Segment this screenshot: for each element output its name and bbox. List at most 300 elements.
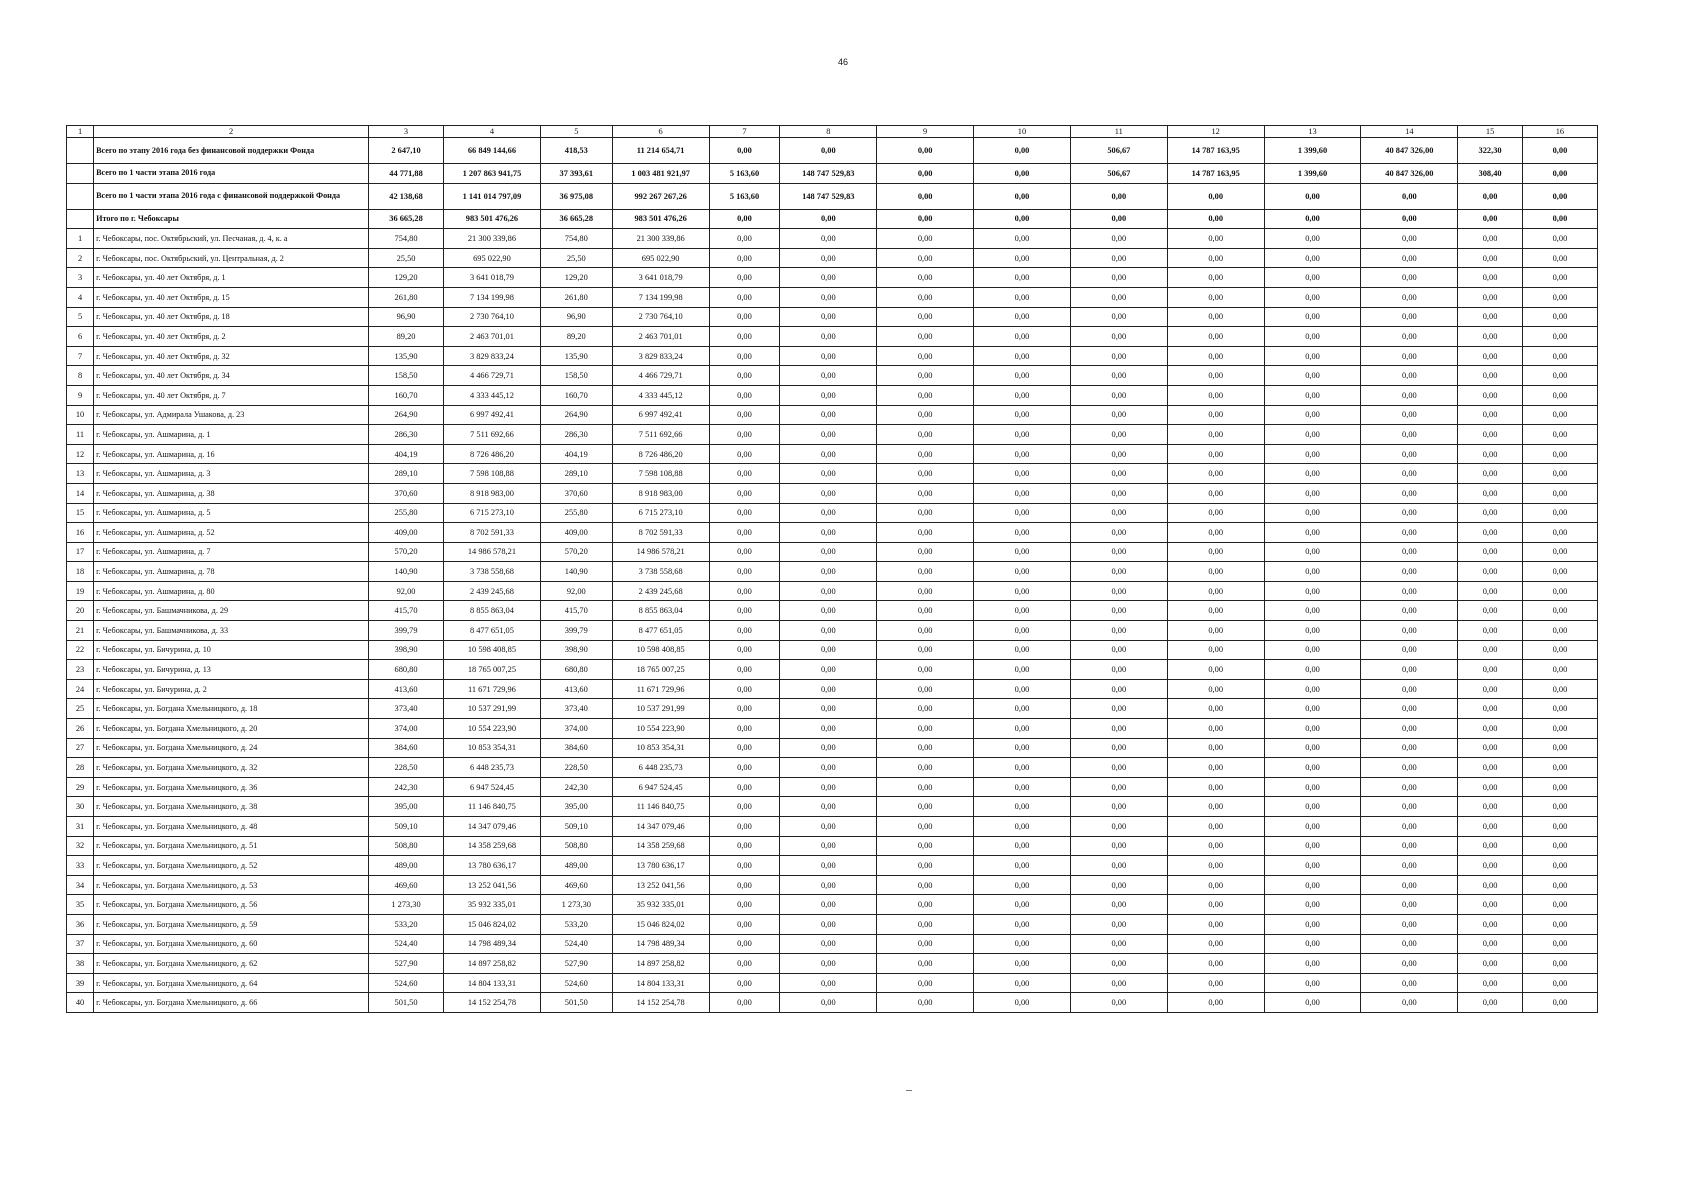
area-fund-cell: 158,50 [540,366,612,386]
value-col-13: 0,00 [1264,542,1361,562]
cost-cell: 10 853 354,31 [444,738,541,758]
total-value-col-9: 0,00 [877,138,974,164]
cost-fund-cell: 18 765 007,25 [612,660,709,680]
table-row [67,856,1598,876]
cost-fund-cell: 4 333 445,12 [612,385,709,405]
cost-fund-cell: 6 448 235,73 [612,758,709,778]
value-col-9: 0,00 [877,601,974,621]
column-number-12: 12 [1167,126,1264,138]
row-number: 14 [67,483,94,503]
value-col-12: 0,00 [1167,934,1264,954]
value-col-13: 0,00 [1264,660,1361,680]
total-value-col-15: 322,30 [1458,138,1523,164]
value-col-10: 0,00 [974,719,1071,739]
cost-cell: 7 134 199,98 [444,287,541,307]
value-col-16: 0,00 [1522,287,1597,307]
value-col-7: 0,00 [709,327,780,347]
value-col-11: 0,00 [1070,777,1167,797]
row-number: 17 [67,542,94,562]
value-col-15: 0,00 [1458,523,1523,543]
value-col-8: 0,00 [780,405,877,425]
total-value-col-5: 36 665,28 [540,209,612,229]
value-col-16: 0,00 [1522,954,1597,974]
value-col-7: 0,00 [709,934,780,954]
address-cell: г. Чебоксары, ул. Ашмарина, д. 1 [94,425,369,445]
row-number: 7 [67,346,94,366]
cost-cell: 13 780 636,17 [444,856,541,876]
value-col-13: 0,00 [1264,523,1361,543]
value-col-11: 0,00 [1070,836,1167,856]
value-col-11: 0,00 [1070,817,1167,837]
value-col-10: 0,00 [974,562,1071,582]
cost-fund-cell: 14 986 578,21 [612,542,709,562]
area-fund-cell: 140,90 [540,562,612,582]
value-col-7: 0,00 [709,973,780,993]
row-number: 26 [67,719,94,739]
area-fund-cell: 228,50 [540,758,612,778]
total-value-col-13: 1 399,60 [1264,164,1361,184]
value-col-16: 0,00 [1522,973,1597,993]
value-col-11: 0,00 [1070,425,1167,445]
value-col-14: 0,00 [1361,483,1458,503]
value-col-8: 0,00 [780,268,877,288]
cost-cell: 14 798 489,34 [444,934,541,954]
value-col-14: 0,00 [1361,562,1458,582]
table-row [67,914,1598,934]
column-number-7: 7 [709,126,780,138]
area-cell: 489,00 [369,856,444,876]
cost-cell: 4 333 445,12 [444,385,541,405]
value-col-13: 0,00 [1264,817,1361,837]
value-col-12: 0,00 [1167,581,1264,601]
cost-fund-cell: 695 022,90 [612,248,709,268]
value-col-12: 0,00 [1167,307,1264,327]
value-col-14: 0,00 [1361,758,1458,778]
value-col-15: 0,00 [1458,640,1523,660]
area-cell: 135,90 [369,346,444,366]
row-number: 2 [67,248,94,268]
row-number: 4 [67,287,94,307]
total-value-col-12: 0,00 [1167,209,1264,229]
area-cell: 255,80 [369,503,444,523]
row-number: 27 [67,738,94,758]
cost-cell: 6 997 492,41 [444,405,541,425]
value-col-13: 0,00 [1264,287,1361,307]
total-value-col-11: 506,67 [1070,138,1167,164]
row-number: 24 [67,679,94,699]
table-row [67,973,1598,993]
table-row [67,444,1598,464]
value-col-12: 0,00 [1167,366,1264,386]
cost-cell: 14 347 079,46 [444,817,541,837]
area-fund-cell: 570,20 [540,542,612,562]
value-col-10: 0,00 [974,366,1071,386]
area-cell: 524,40 [369,934,444,954]
value-col-10: 0,00 [974,346,1071,366]
value-col-7: 0,00 [709,719,780,739]
value-col-15: 0,00 [1458,738,1523,758]
value-col-12: 0,00 [1167,895,1264,915]
column-number-3: 3 [369,126,444,138]
total-value-col-5: 37 393,61 [540,164,612,184]
value-col-9: 0,00 [877,836,974,856]
value-col-9: 0,00 [877,621,974,641]
area-cell: 129,20 [369,268,444,288]
address-cell: г. Чебоксары, ул. Адмирала Ушакова, д. 23 [94,405,369,425]
cost-cell: 6 715 273,10 [444,503,541,523]
value-col-15: 0,00 [1458,954,1523,974]
value-col-14: 0,00 [1361,738,1458,758]
value-col-10: 0,00 [974,777,1071,797]
cost-cell: 14 986 578,21 [444,542,541,562]
value-col-8: 0,00 [780,562,877,582]
area-fund-cell: 242,30 [540,777,612,797]
value-col-11: 0,00 [1070,621,1167,641]
value-col-15: 0,00 [1458,758,1523,778]
cost-fund-cell: 10 554 223,90 [612,719,709,739]
area-cell: 680,80 [369,660,444,680]
value-col-11: 0,00 [1070,699,1167,719]
value-col-9: 0,00 [877,523,974,543]
address-cell: г. Чебоксары, ул. Ашмарина, д. 5 [94,503,369,523]
value-col-15: 0,00 [1458,660,1523,680]
value-col-16: 0,00 [1522,483,1597,503]
table-row [67,758,1598,778]
area-fund-cell: 413,60 [540,679,612,699]
value-col-7: 0,00 [709,229,780,249]
value-col-13: 0,00 [1264,719,1361,739]
cost-fund-cell: 10 598 408,85 [612,640,709,660]
cost-fund-cell: 2 463 701,01 [612,327,709,347]
value-col-16: 0,00 [1522,679,1597,699]
area-cell: 228,50 [369,758,444,778]
area-cell: 527,90 [369,954,444,974]
value-col-8: 0,00 [780,640,877,660]
value-col-8: 0,00 [780,738,877,758]
value-col-13: 0,00 [1264,621,1361,641]
value-col-16: 0,00 [1522,601,1597,621]
address-cell: г. Чебоксары, ул. Башмачникова, д. 33 [94,621,369,641]
cost-cell: 4 466 729,71 [444,366,541,386]
value-col-12: 0,00 [1167,542,1264,562]
value-col-11: 0,00 [1070,346,1167,366]
cost-cell: 15 046 824,02 [444,914,541,934]
value-col-10: 0,00 [974,405,1071,425]
value-col-16: 0,00 [1522,817,1597,837]
total-value-col-14: 40 847 326,00 [1361,138,1458,164]
value-col-16: 0,00 [1522,444,1597,464]
value-col-14: 0,00 [1361,640,1458,660]
value-col-10: 0,00 [974,875,1071,895]
value-col-12: 0,00 [1167,327,1264,347]
value-col-16: 0,00 [1522,777,1597,797]
row-number: 34 [67,875,94,895]
value-col-11: 0,00 [1070,542,1167,562]
total-value-col-6: 983 501 476,26 [612,209,709,229]
value-col-14: 0,00 [1361,699,1458,719]
capital-repair-table [66,125,1598,1013]
table-row [67,836,1598,856]
area-cell: 508,80 [369,836,444,856]
total-value-col-4: 1 141 014 797,09 [444,183,541,209]
value-col-13: 0,00 [1264,385,1361,405]
area-cell: 242,30 [369,777,444,797]
value-col-8: 0,00 [780,327,877,347]
value-col-12: 0,00 [1167,268,1264,288]
address-cell: г. Чебоксары, ул. Богдана Хмельницкого, д. 18 [94,699,369,719]
value-col-7: 0,00 [709,464,780,484]
total-value-col-9: 0,00 [877,183,974,209]
address-cell: г. Чебоксары, ул. Богдана Хмельницкого, д. 20 [94,719,369,739]
column-number-13: 13 [1264,126,1361,138]
cost-cell: 3 641 018,79 [444,268,541,288]
area-fund-cell: 1 273,30 [540,895,612,915]
value-col-15: 0,00 [1458,836,1523,856]
value-col-7: 0,00 [709,523,780,543]
cost-cell: 11 671 729,96 [444,679,541,699]
cost-fund-cell: 14 152 254,78 [612,993,709,1013]
value-col-10: 0,00 [974,425,1071,445]
value-col-9: 0,00 [877,346,974,366]
value-col-13: 0,00 [1264,248,1361,268]
value-col-14: 0,00 [1361,914,1458,934]
area-cell: 409,00 [369,523,444,543]
value-col-10: 0,00 [974,758,1071,778]
value-col-16: 0,00 [1522,425,1597,445]
address-cell: г. Чебоксары, ул. 40 лет Октября, д. 7 [94,385,369,405]
value-col-15: 0,00 [1458,425,1523,445]
area-fund-cell: 398,90 [540,640,612,660]
value-col-8: 0,00 [780,679,877,699]
address-cell: г. Чебоксары, ул. Башмачникова, д. 29 [94,601,369,621]
cost-fund-cell: 14 358 259,68 [612,836,709,856]
total-row [67,138,1598,164]
area-cell: 261,80 [369,287,444,307]
table-row [67,679,1598,699]
total-value-col-6: 11 214 654,71 [612,138,709,164]
area-cell: 754,80 [369,229,444,249]
cost-cell: 11 146 840,75 [444,797,541,817]
value-col-11: 0,00 [1070,268,1167,288]
area-fund-cell: 754,80 [540,229,612,249]
value-col-13: 0,00 [1264,229,1361,249]
value-col-15: 0,00 [1458,601,1523,621]
value-col-15: 0,00 [1458,817,1523,837]
value-col-10: 0,00 [974,464,1071,484]
value-col-12: 0,00 [1167,993,1264,1013]
total-value-col-4: 66 849 144,66 [444,138,541,164]
value-col-7: 0,00 [709,993,780,1013]
table-row [67,523,1598,543]
table-row [67,248,1598,268]
value-col-14: 0,00 [1361,954,1458,974]
total-value-col-15: 0,00 [1458,209,1523,229]
value-col-8: 0,00 [780,758,877,778]
area-fund-cell: 415,70 [540,601,612,621]
value-col-13: 0,00 [1264,679,1361,699]
value-col-11: 0,00 [1070,640,1167,660]
value-col-10: 0,00 [974,914,1071,934]
cost-fund-cell: 8 726 486,20 [612,444,709,464]
total-value-col-10: 0,00 [974,209,1071,229]
value-col-14: 0,00 [1361,836,1458,856]
scan-mark [906,1090,912,1091]
table-row [67,934,1598,954]
value-col-8: 0,00 [780,483,877,503]
value-col-8: 0,00 [780,601,877,621]
value-col-9: 0,00 [877,895,974,915]
cost-fund-cell: 10 537 291,99 [612,699,709,719]
address-cell: г. Чебоксары, ул. Бичурина, д. 2 [94,679,369,699]
area-cell: 286,30 [369,425,444,445]
table-row [67,601,1598,621]
row-number: 40 [67,993,94,1013]
row-number: 16 [67,523,94,543]
cost-fund-cell: 14 798 489,34 [612,934,709,954]
value-col-15: 0,00 [1458,621,1523,641]
cost-fund-cell: 11 146 840,75 [612,797,709,817]
value-col-9: 0,00 [877,581,974,601]
total-value-col-16: 0,00 [1522,138,1597,164]
value-col-16: 0,00 [1522,562,1597,582]
value-col-11: 0,00 [1070,973,1167,993]
value-col-8: 0,00 [780,993,877,1013]
value-col-9: 0,00 [877,719,974,739]
total-value-col-10: 0,00 [974,138,1071,164]
value-col-9: 0,00 [877,464,974,484]
value-col-8: 0,00 [780,307,877,327]
cost-cell: 695 022,90 [444,248,541,268]
value-col-10: 0,00 [974,327,1071,347]
table-row [67,660,1598,680]
address-cell: г. Чебоксары, ул. 40 лет Октября, д. 1 [94,268,369,288]
table-row [67,562,1598,582]
address-cell: г. Чебоксары, ул. Ашмарина, д. 78 [94,562,369,582]
cost-fund-cell: 2 730 764,10 [612,307,709,327]
cost-cell: 3 829 833,24 [444,346,541,366]
area-cell: 92,00 [369,581,444,601]
value-col-9: 0,00 [877,758,974,778]
value-col-13: 0,00 [1264,366,1361,386]
value-col-14: 0,00 [1361,856,1458,876]
value-col-13: 0,00 [1264,699,1361,719]
table-row [67,777,1598,797]
cost-fund-cell: 6 947 524,45 [612,777,709,797]
value-col-9: 0,00 [877,327,974,347]
value-col-8: 0,00 [780,719,877,739]
address-cell: г. Чебоксары, ул. Ашмарина, д. 7 [94,542,369,562]
value-col-15: 0,00 [1458,307,1523,327]
address-cell: г. Чебоксары, ул. 40 лет Октября, д. 2 [94,327,369,347]
area-cell: 160,70 [369,385,444,405]
row-number: 36 [67,914,94,934]
area-cell: 1 273,30 [369,895,444,915]
value-col-15: 0,00 [1458,914,1523,934]
value-col-8: 0,00 [780,836,877,856]
area-cell: 370,60 [369,483,444,503]
value-col-7: 0,00 [709,758,780,778]
value-col-12: 0,00 [1167,248,1264,268]
value-col-12: 0,00 [1167,817,1264,837]
value-col-13: 0,00 [1264,581,1361,601]
value-col-11: 0,00 [1070,307,1167,327]
value-col-16: 0,00 [1522,307,1597,327]
row-number: 15 [67,503,94,523]
value-col-9: 0,00 [877,679,974,699]
cost-cell: 8 855 863,04 [444,601,541,621]
value-col-7: 0,00 [709,405,780,425]
row-number: 5 [67,307,94,327]
cost-cell: 21 300 339,86 [444,229,541,249]
value-col-16: 0,00 [1522,856,1597,876]
value-col-11: 0,00 [1070,934,1167,954]
total-value-col-6: 1 003 481 921,97 [612,164,709,184]
area-fund-cell: 501,50 [540,993,612,1013]
value-col-10: 0,00 [974,581,1071,601]
cost-cell: 8 726 486,20 [444,444,541,464]
cost-fund-cell: 3 829 833,24 [612,346,709,366]
value-col-11: 0,00 [1070,483,1167,503]
value-col-8: 0,00 [780,797,877,817]
value-col-14: 0,00 [1361,366,1458,386]
value-col-13: 0,00 [1264,346,1361,366]
value-col-15: 0,00 [1458,542,1523,562]
value-col-14: 0,00 [1361,993,1458,1013]
value-col-8: 0,00 [780,503,877,523]
value-col-7: 0,00 [709,914,780,934]
column-number-10: 10 [974,126,1071,138]
value-col-12: 0,00 [1167,640,1264,660]
area-cell: 413,60 [369,679,444,699]
value-col-10: 0,00 [974,954,1071,974]
value-col-7: 0,00 [709,581,780,601]
value-col-15: 0,00 [1458,973,1523,993]
table-row [67,483,1598,503]
value-col-8: 0,00 [780,287,877,307]
area-fund-cell: 489,00 [540,856,612,876]
value-col-10: 0,00 [974,385,1071,405]
value-col-10: 0,00 [974,523,1071,543]
value-col-14: 0,00 [1361,660,1458,680]
address-cell: г. Чебоксары, ул. 40 лет Октября, д. 18 [94,307,369,327]
column-number-2: 2 [94,126,369,138]
cost-cell: 10 554 223,90 [444,719,541,739]
address-cell: г. Чебоксары, ул. Ашмарина, д. 80 [94,581,369,601]
value-col-16: 0,00 [1522,366,1597,386]
cost-cell: 18 765 007,25 [444,660,541,680]
value-col-14: 0,00 [1361,973,1458,993]
area-cell: 524,60 [369,973,444,993]
row-number: 32 [67,836,94,856]
total-value-col-6: 992 267 267,26 [612,183,709,209]
row-number: 20 [67,601,94,621]
value-col-11: 0,00 [1070,875,1167,895]
area-fund-cell: 286,30 [540,425,612,445]
value-col-12: 0,00 [1167,405,1264,425]
total-value-col-10: 0,00 [974,183,1071,209]
total-value-col-14: 0,00 [1361,183,1458,209]
value-col-8: 0,00 [780,856,877,876]
area-cell: 289,10 [369,464,444,484]
value-col-12: 0,00 [1167,954,1264,974]
value-col-12: 0,00 [1167,385,1264,405]
value-col-8: 0,00 [780,934,877,954]
value-col-16: 0,00 [1522,875,1597,895]
value-col-11: 0,00 [1070,797,1167,817]
column-number-14: 14 [1361,126,1458,138]
cost-cell: 7 598 108,88 [444,464,541,484]
total-row-number [67,209,94,229]
